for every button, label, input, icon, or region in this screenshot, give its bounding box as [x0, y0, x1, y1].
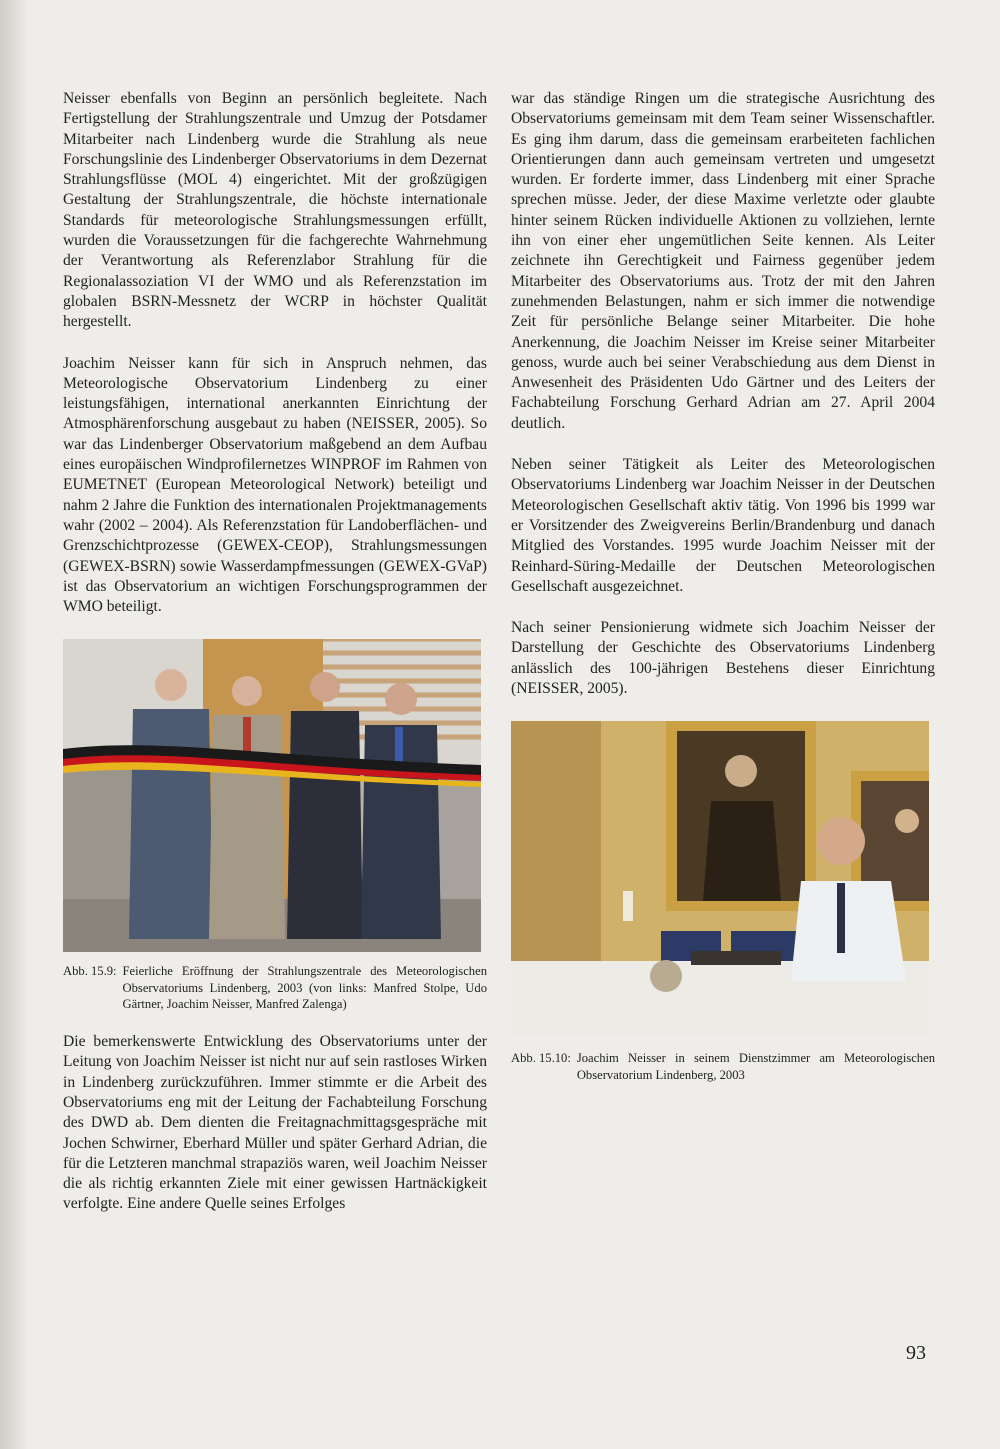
left-paragraph-2: Joachim Neisser kann für sich in Anspruch nehmen, das Meteorologische Observatorium Lindenberg zu einer leistungsfähigen, international anerkannten Einrichtung der Atmosphärenforschung ausgebaut zu haben (NEISSER, 2005). So war das Lindenberger Observatorium maßgebend an dem Aufbau eines europäischen Windprofilernetzes WINPROF im Rahmen von EUMETNET (European Meteorological Network) beteiligt und nahm 2 Jahre die Funktion des internationalen Projektmanagements wahr (2002 – 2004). Als Referenzstation für Landoberflächen- und Grenzschichtprozesse (GEWEX-CEOP), Strahlungsmessungen (GEWEX-BSRN) sowie Wasserdampfmessungen (GEWEX-GVaP) ist das Observatorium an wichtigen Forschungsprogrammen der WMO beteiligt.	[63, 354, 487, 616]
right-paragraph-2: Neben seiner Tätigkeit als Leiter des Meteorologischen Observatoriums Lindenberg war Joachim Neisser in der Deutschen Meteorologischen Gesellschaft aktiv tätig. Von 1996 bis 1999 war er Vorsitzender des Zweigvereins Berlin/Brandenburg und danach Mitglied des Vorstandes. 1995 wurde Joachim Neisser mit der Reinhard-Süring-Medaille der Deutschen Meteorologischen Gesellschaft ausgezeichnet.	[511, 456, 935, 595]
photo-ribbon-cutting	[63, 639, 481, 952]
left-column	[63, 89, 487, 1215]
figure-label: Abb. 15.9:	[63, 964, 117, 979]
right-column	[511, 89, 935, 1083]
left-paragraph-3: Die bemerkenswerte Entwicklung des Observatoriums unter der Leitung von Joachim Neisser ist nicht nur auf sein rastloses Wirken in Lindenberg zurückzuführen. Immer stimmte er die Arbeit des Observatoriums eng mit der Leitung der Fachabteilung Forschung des DWD ab. Dem dienten die Freitagnachmittagsgespräche mit Jochen Schwirner, Eberhard Müller und später Gerhard Adrian, die für die Letzteren manchmal strapaziös waren, weil Joachim Neisser die als richtig erkannten Ziele mit einer gewissen Hartnäckigkeit verfolgte. Eine andere Quelle seines Erfolges	[63, 1033, 487, 1213]
figure-caption-15-9	[63, 963, 487, 1012]
figure-label: Abb. 15.10:	[511, 1051, 571, 1066]
figure-caption-text: Joachim Neisser in seinem Dienstzimmer am Meteorologischen Observatorium Lindenberg, 2003	[576, 1051, 935, 1082]
photo-office	[511, 721, 929, 1034]
left-paragraph-1: Neisser ebenfalls von Beginn an persönlich begleitete. Nach Fertigstellung der Strahlungszentrale und Umzug der Potsdamer Mitarbeiter nach Lindenberg wurde die Strahlung als neue Forschungslinie des Lindenberger Observatoriums in dem Dezernat Strahlungsflüsse (MOL 4) eingerichtet. Mit der großzügigen Gestaltung der Strahlungszentrale, die höchste internationale Standards für meteorologische Strahlungsmessungen erfüllt, wurden die Voraussetzungen für die fachgerechte Wahrnehmung der Verantwortung als Referenzlabor Strahlung für die Regionalassoziation VI der WMO und als Referenzstation im globalen BSRN-Messnetz der WCRP in höchster Qualität hergestellt.	[63, 90, 487, 331]
page-gutter-shadow	[0, 0, 28, 1449]
figure-caption-text: Feierliche Eröffnung der Strahlungszentrale des Meteorologischen Observatoriums Lindenberg, 2003 (von links: Manfred Stolpe, Udo Gärtner, Joachim Neisser, Manfred Zalenga)	[122, 964, 487, 1011]
right-paragraph-1: war das ständige Ringen um die strategische Ausrichtung des Observatoriums gemeinsam mit dem Team seiner Wissenschaftler. Es ging ihm darum, dass die gemeinsam erarbeiteten fachlichen Orientierungen dann auch gemeinsam vertreten und umgesetzt wurden. Er forderte immer, dass Lindenberg mit einer Sprache sprechen müsse. Jeder, der diese Maxime verletzte oder glaubte hinter seinem Rücken individuelle Aktionen zu vollziehen, lernte ihn von einer eher ungemütlichen Seite kennen. Als Leiter zeichnete ihn Gerechtigkeit und Fairness gegenüber jedem Mitarbeiter des Observatoriums aus. Trotz der mit den Jahren zunehmenden Belastungen, nahm er sich immer die notwendige Zeit für persönliche Belange seiner Mitarbeiter. Die hohe Anerkennung, die Joachim Neisser im Kreise seiner Mitarbeiter genoss, wurde auch bei seiner Verabschiedung aus dem Dienst in Anwesenheit des Präsidenten Udo Gärtner und des Leiters der Fachabteilung Forschung Gerhard Adrian am 27. April 2004 deutlich.	[511, 90, 935, 432]
figure-caption-15-10	[511, 1050, 935, 1082]
right-paragraph-3: Nach seiner Pensionierung widmete sich Joachim Neisser der Darstellung der Geschichte des Observatoriums Lindenberg anlässlich des 100-jährigen Bestehens dieser Einrichtung (NEISSER, 2005).	[511, 619, 935, 698]
page-number: 93	[906, 1342, 926, 1364]
